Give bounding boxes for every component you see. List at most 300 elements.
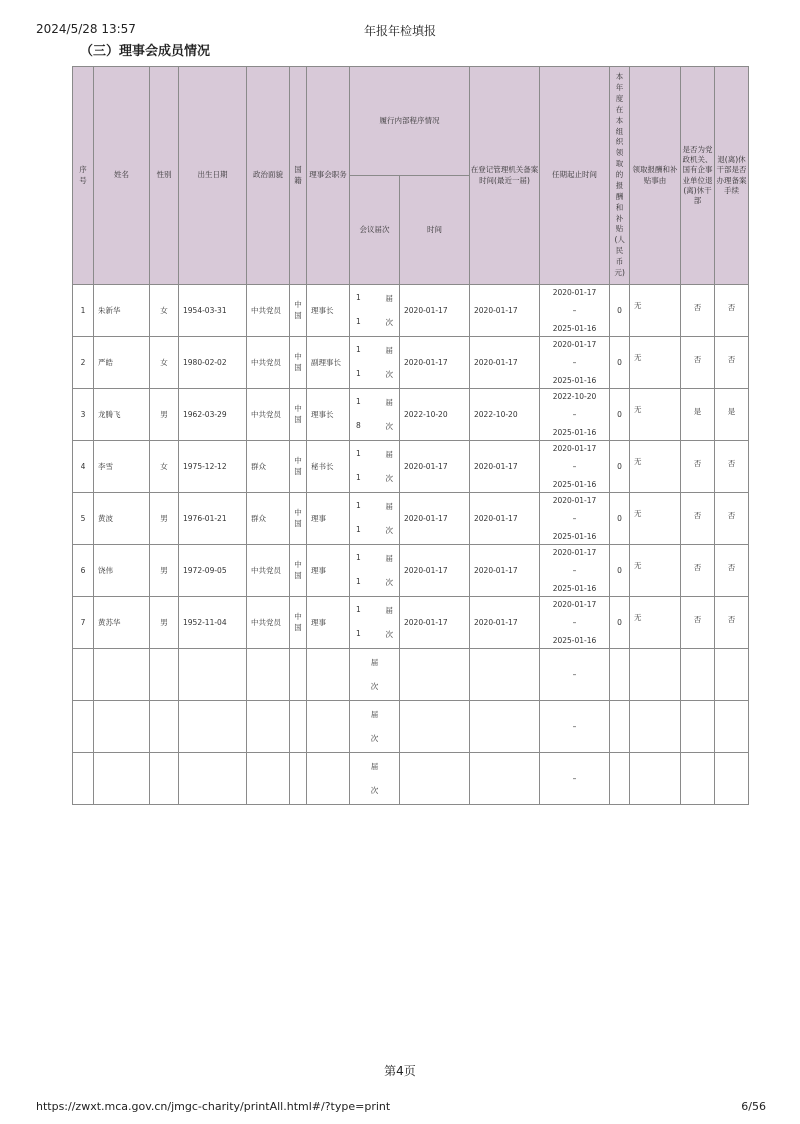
term-end: 2025-01-16 bbox=[552, 532, 597, 541]
session-number: 1 bbox=[356, 605, 361, 614]
header-session: 会议届次 bbox=[350, 176, 400, 285]
empty-row bbox=[73, 701, 749, 753]
term-start: 2020-01-17 bbox=[552, 496, 597, 505]
cell-session bbox=[350, 493, 400, 545]
cell-birth-date: 1972-09-05 bbox=[179, 545, 247, 597]
header-is-retired-cadre: 是否为党政机关、国有企事业单位退(离)休干部 bbox=[681, 67, 715, 285]
retire-filing-text: 否 bbox=[727, 355, 736, 364]
cell-pay-reason bbox=[630, 545, 681, 597]
empty-cell bbox=[307, 649, 350, 701]
cell-name: 黄苏华 bbox=[94, 597, 150, 649]
term-start: 2020-01-17 bbox=[552, 288, 597, 297]
empty-cell bbox=[540, 753, 610, 805]
header-board-position: 理事会职务 bbox=[307, 67, 350, 285]
session-unit: 届 bbox=[385, 606, 393, 615]
cell-time: 2022-10-20 bbox=[400, 389, 470, 441]
session-unit: 届 bbox=[385, 398, 393, 407]
table-row bbox=[73, 337, 749, 389]
cell-annual-pay: 0 bbox=[610, 597, 630, 649]
cell-nationality bbox=[290, 285, 307, 337]
cell-birth-date: 1952-11-04 bbox=[179, 597, 247, 649]
empty-cell bbox=[73, 701, 94, 753]
table-row bbox=[73, 389, 749, 441]
cell-name: 朱新华 bbox=[94, 285, 150, 337]
cell-nationality bbox=[290, 545, 307, 597]
empty-cell bbox=[470, 649, 540, 701]
retire-filing-text: 否 bbox=[727, 303, 736, 312]
cell-annual-pay: 0 bbox=[610, 389, 630, 441]
meeting-count: 1 bbox=[356, 473, 361, 482]
cell-gender: 男 bbox=[150, 493, 179, 545]
cell-filing-time: 2022-10-20 bbox=[470, 389, 540, 441]
cell-pay-reason bbox=[630, 389, 681, 441]
session-block bbox=[350, 703, 399, 751]
empty-cell bbox=[179, 701, 247, 753]
session-line bbox=[356, 449, 393, 460]
cell-pay-reason bbox=[630, 337, 681, 389]
term-dash: – bbox=[572, 774, 577, 783]
empty-cell bbox=[610, 649, 630, 701]
cell-term bbox=[540, 389, 610, 441]
retire-filing-text: 否 bbox=[727, 563, 736, 572]
empty-row bbox=[73, 753, 749, 805]
cell-position: 秘书长 bbox=[307, 441, 350, 493]
count-unit: 次 bbox=[385, 578, 393, 587]
header-pay-reason: 领取报酬和补贴事由 bbox=[630, 67, 681, 285]
meeting-count: 1 bbox=[356, 369, 361, 378]
empty-cell bbox=[94, 753, 150, 805]
meeting-count: 1 bbox=[356, 629, 361, 638]
cell-time: 2020-01-17 bbox=[400, 285, 470, 337]
empty-cell bbox=[681, 753, 715, 805]
empty-cell bbox=[290, 753, 307, 805]
session-number: 1 bbox=[356, 449, 361, 458]
session-block bbox=[350, 599, 399, 647]
cell-is-retired-cadre bbox=[681, 389, 715, 441]
table-row bbox=[73, 597, 749, 649]
cell-is-retired-cadre bbox=[681, 545, 715, 597]
is-retired-text: 否 bbox=[693, 459, 702, 468]
cell-political-status: 中共党员 bbox=[247, 337, 290, 389]
session-block bbox=[350, 547, 399, 595]
session-unit: 届 bbox=[370, 762, 379, 771]
term-block bbox=[540, 392, 609, 437]
meeting-count: 1 bbox=[356, 577, 361, 586]
cell-birth-date: 1962-03-29 bbox=[179, 389, 247, 441]
term-dash: – bbox=[572, 670, 577, 679]
cell-gender: 女 bbox=[150, 337, 179, 389]
empty-cell bbox=[681, 649, 715, 701]
cell-time: 2020-01-17 bbox=[400, 493, 470, 545]
session-unit: 届 bbox=[385, 294, 393, 303]
term-block bbox=[540, 288, 609, 333]
nationality-text: 中国 bbox=[294, 403, 302, 424]
cell-name: 严皓 bbox=[94, 337, 150, 389]
empty-cell bbox=[94, 701, 150, 753]
empty-cell bbox=[350, 649, 400, 701]
session-line bbox=[356, 501, 393, 512]
cell-pay-reason bbox=[630, 493, 681, 545]
cell-gender: 女 bbox=[150, 285, 179, 337]
cell-term bbox=[540, 493, 610, 545]
cell-pay-reason bbox=[630, 597, 681, 649]
page-number: 第4页 bbox=[384, 1064, 416, 1078]
count-unit: 次 bbox=[385, 630, 393, 639]
cell-retire-filing bbox=[715, 389, 749, 441]
cell-nationality bbox=[290, 441, 307, 493]
empty-cell bbox=[470, 753, 540, 805]
cell-birth-date: 1954-03-31 bbox=[179, 285, 247, 337]
cell-term bbox=[540, 285, 610, 337]
cell-position: 理事 bbox=[307, 493, 350, 545]
cell-session bbox=[350, 545, 400, 597]
session-unit: 届 bbox=[385, 554, 393, 563]
cell-session bbox=[350, 597, 400, 649]
empty-cell bbox=[350, 753, 400, 805]
cell-seq: 3 bbox=[73, 389, 94, 441]
meeting-count: 1 bbox=[356, 317, 361, 326]
header-retire-filing: 退(离)休干部是否办理备案手续 bbox=[715, 67, 749, 285]
cell-political-status: 中共党员 bbox=[247, 285, 290, 337]
empty-cell bbox=[630, 701, 681, 753]
empty-cell bbox=[73, 753, 94, 805]
count-unit: 次 bbox=[370, 786, 379, 795]
header-term: 任期起止时间 bbox=[540, 67, 610, 285]
is-retired-text: 是 bbox=[693, 407, 702, 416]
cell-position: 理事 bbox=[307, 597, 350, 649]
empty-cell bbox=[400, 753, 470, 805]
empty-cell bbox=[73, 649, 94, 701]
empty-cell bbox=[400, 649, 470, 701]
nationality-text: 中国 bbox=[294, 559, 302, 580]
session-unit: 届 bbox=[385, 450, 393, 459]
cell-time: 2020-01-17 bbox=[400, 337, 470, 389]
pay-reason-text: 无 bbox=[634, 301, 642, 310]
header-filing-time: 在登记管理机关备案时间(最近一届) bbox=[470, 67, 540, 285]
session-unit: 届 bbox=[370, 658, 379, 667]
empty-cell bbox=[150, 753, 179, 805]
retire-filing-text: 是 bbox=[727, 407, 736, 416]
cell-term bbox=[540, 597, 610, 649]
header-seq: 序号 bbox=[73, 67, 94, 285]
empty-cell bbox=[150, 649, 179, 701]
header-time: 时间 bbox=[400, 176, 470, 285]
pay-reason-text: 无 bbox=[634, 613, 642, 622]
cell-filing-time: 2020-01-17 bbox=[470, 545, 540, 597]
cell-term bbox=[540, 337, 610, 389]
board-members-table bbox=[72, 66, 749, 805]
session-block bbox=[350, 287, 399, 335]
term-dash: – bbox=[572, 722, 577, 731]
term-end: 2025-01-16 bbox=[552, 480, 597, 489]
cell-birth-date: 1976-01-21 bbox=[179, 493, 247, 545]
nationality-text: 中国 bbox=[294, 351, 302, 372]
cell-time: 2020-01-17 bbox=[400, 545, 470, 597]
cell-retire-filing bbox=[715, 545, 749, 597]
empty-cell bbox=[307, 701, 350, 753]
term-end: 2025-01-16 bbox=[552, 324, 597, 333]
cell-political-status: 中共党员 bbox=[247, 597, 290, 649]
term-end: 2025-01-16 bbox=[552, 584, 597, 593]
term-start: 2022-10-20 bbox=[552, 392, 597, 401]
count-unit: 次 bbox=[385, 474, 393, 483]
empty-cell bbox=[307, 753, 350, 805]
count-unit: 次 bbox=[370, 682, 379, 691]
cell-nationality bbox=[290, 389, 307, 441]
cell-annual-pay: 0 bbox=[610, 441, 630, 493]
header-internal-procedure: 履行内部程序情况 bbox=[350, 67, 470, 176]
cell-session bbox=[350, 389, 400, 441]
cell-retire-filing bbox=[715, 441, 749, 493]
term-block bbox=[540, 548, 609, 593]
meeting-count: 8 bbox=[356, 421, 361, 430]
term-start: 2020-01-17 bbox=[552, 600, 597, 609]
cell-filing-time: 2020-01-17 bbox=[470, 441, 540, 493]
cell-gender: 男 bbox=[150, 545, 179, 597]
empty-cell bbox=[290, 649, 307, 701]
page-count: 6/56 bbox=[741, 1100, 766, 1113]
session-block bbox=[350, 339, 399, 387]
cell-session bbox=[350, 337, 400, 389]
cell-nationality bbox=[290, 337, 307, 389]
cell-term bbox=[540, 545, 610, 597]
nationality-text: 中国 bbox=[294, 455, 302, 476]
cell-position: 理事长 bbox=[307, 285, 350, 337]
session-number: 1 bbox=[356, 553, 361, 562]
session-block bbox=[350, 495, 399, 543]
cell-name: 李雪 bbox=[94, 441, 150, 493]
term-dash: – bbox=[572, 462, 577, 471]
session-block bbox=[350, 391, 399, 439]
header-gender: 性别 bbox=[150, 67, 179, 285]
cell-seq: 7 bbox=[73, 597, 94, 649]
cell-political-status: 中共党员 bbox=[247, 389, 290, 441]
empty-cell bbox=[540, 649, 610, 701]
is-retired-text: 否 bbox=[693, 615, 702, 624]
cell-pay-reason bbox=[630, 441, 681, 493]
term-end: 2025-01-16 bbox=[552, 376, 597, 385]
empty-cell bbox=[290, 701, 307, 753]
cell-session bbox=[350, 441, 400, 493]
cell-is-retired-cadre bbox=[681, 285, 715, 337]
empty-cell bbox=[94, 649, 150, 701]
section-title: （三）理事会成员情况 bbox=[80, 44, 211, 59]
cell-is-retired-cadre bbox=[681, 337, 715, 389]
empty-cell bbox=[681, 701, 715, 753]
term-dash: – bbox=[572, 306, 577, 315]
session-number: 1 bbox=[356, 345, 361, 354]
empty-cell bbox=[350, 701, 400, 753]
cell-gender: 男 bbox=[150, 597, 179, 649]
is-retired-text: 否 bbox=[693, 303, 702, 312]
session-unit: 届 bbox=[385, 346, 393, 355]
retire-filing-text: 否 bbox=[727, 511, 736, 520]
pay-reason-text: 无 bbox=[634, 509, 642, 518]
nationality-text: 中国 bbox=[294, 507, 302, 528]
cell-political-status: 群众 bbox=[247, 441, 290, 493]
header-nationality: 国籍 bbox=[290, 67, 307, 285]
term-block bbox=[540, 600, 609, 645]
empty-row bbox=[73, 649, 749, 701]
page-header-title: 年报年检填报 bbox=[363, 24, 436, 38]
session-unit: 届 bbox=[370, 710, 379, 719]
cell-seq: 1 bbox=[73, 285, 94, 337]
cell-name: 黄波 bbox=[94, 493, 150, 545]
retire-filing-text: 否 bbox=[727, 459, 736, 468]
empty-cell bbox=[540, 701, 610, 753]
cell-annual-pay: 0 bbox=[610, 545, 630, 597]
is-retired-text: 否 bbox=[693, 355, 702, 364]
empty-cell bbox=[715, 701, 749, 753]
cell-annual-pay: 0 bbox=[610, 285, 630, 337]
cell-position: 理事 bbox=[307, 545, 350, 597]
cell-term bbox=[540, 441, 610, 493]
cell-time: 2020-01-17 bbox=[400, 441, 470, 493]
session-line bbox=[356, 553, 393, 564]
term-end: 2025-01-16 bbox=[552, 636, 597, 645]
cell-birth-date: 1980-02-02 bbox=[179, 337, 247, 389]
session-unit: 届 bbox=[385, 502, 393, 511]
cell-pay-reason bbox=[630, 285, 681, 337]
count-line bbox=[356, 421, 393, 432]
header-annual-pay: 本年度在本组织领取的报酬和补贴(人民币元) bbox=[610, 67, 630, 285]
count-line bbox=[356, 369, 393, 380]
cell-is-retired-cadre bbox=[681, 493, 715, 545]
cell-birth-date: 1975-12-12 bbox=[179, 441, 247, 493]
cell-filing-time: 2020-01-17 bbox=[470, 493, 540, 545]
cell-retire-filing bbox=[715, 493, 749, 545]
session-number: 1 bbox=[356, 397, 361, 406]
empty-cell bbox=[715, 649, 749, 701]
empty-cell bbox=[247, 701, 290, 753]
table-row bbox=[73, 493, 749, 545]
cell-retire-filing bbox=[715, 337, 749, 389]
count-line bbox=[356, 317, 393, 328]
cell-position: 副理事长 bbox=[307, 337, 350, 389]
cell-gender: 男 bbox=[150, 389, 179, 441]
cell-seq: 4 bbox=[73, 441, 94, 493]
cell-political-status: 中共党员 bbox=[247, 545, 290, 597]
empty-cell bbox=[610, 753, 630, 805]
session-block bbox=[350, 443, 399, 491]
term-dash: – bbox=[572, 566, 577, 575]
cell-annual-pay: 0 bbox=[610, 337, 630, 389]
empty-cell bbox=[247, 753, 290, 805]
term-start: 2020-01-17 bbox=[552, 340, 597, 349]
cell-name: 饶伟 bbox=[94, 545, 150, 597]
cell-name: 龙腾飞 bbox=[94, 389, 150, 441]
cell-filing-time: 2020-01-17 bbox=[470, 337, 540, 389]
term-dash: – bbox=[572, 410, 577, 419]
empty-cell bbox=[630, 753, 681, 805]
count-unit: 次 bbox=[385, 318, 393, 327]
cell-filing-time: 2020-01-17 bbox=[470, 597, 540, 649]
table-row bbox=[73, 545, 749, 597]
page-url: https://zwxt.mca.gov.cn/jmgc-charity/printAll.html#/?type=print bbox=[36, 1100, 391, 1113]
is-retired-text: 否 bbox=[693, 511, 702, 520]
session-number: 1 bbox=[356, 293, 361, 302]
nationality-text: 中国 bbox=[294, 299, 302, 320]
empty-cell bbox=[715, 753, 749, 805]
term-dash: – bbox=[572, 358, 577, 367]
empty-cell bbox=[247, 649, 290, 701]
meeting-count: 1 bbox=[356, 525, 361, 534]
count-line bbox=[356, 525, 393, 536]
cell-seq: 6 bbox=[73, 545, 94, 597]
empty-cell bbox=[400, 701, 470, 753]
term-start: 2020-01-17 bbox=[552, 444, 597, 453]
empty-cell bbox=[630, 649, 681, 701]
term-block bbox=[540, 340, 609, 385]
header-name: 姓名 bbox=[94, 67, 150, 285]
term-dash: – bbox=[572, 514, 577, 523]
cell-political-status: 群众 bbox=[247, 493, 290, 545]
count-unit: 次 bbox=[385, 370, 393, 379]
term-start: 2020-01-17 bbox=[552, 548, 597, 557]
session-number: 1 bbox=[356, 501, 361, 510]
pay-reason-text: 无 bbox=[634, 353, 642, 362]
cell-retire-filing bbox=[715, 285, 749, 337]
cell-retire-filing bbox=[715, 597, 749, 649]
header-birth-date: 出生日期 bbox=[179, 67, 247, 285]
cell-is-retired-cadre bbox=[681, 441, 715, 493]
count-line bbox=[356, 629, 393, 640]
cell-time: 2020-01-17 bbox=[400, 597, 470, 649]
term-end: 2025-01-16 bbox=[552, 428, 597, 437]
session-line bbox=[356, 605, 393, 616]
session-line bbox=[356, 345, 393, 356]
cell-seq: 2 bbox=[73, 337, 94, 389]
cell-is-retired-cadre bbox=[681, 597, 715, 649]
term-block bbox=[540, 496, 609, 541]
cell-annual-pay: 0 bbox=[610, 493, 630, 545]
cell-position: 理事长 bbox=[307, 389, 350, 441]
cell-gender: 女 bbox=[150, 441, 179, 493]
pay-reason-text: 无 bbox=[634, 561, 642, 570]
term-block bbox=[540, 444, 609, 489]
is-retired-text: 否 bbox=[693, 563, 702, 572]
pay-reason-text: 无 bbox=[634, 457, 642, 466]
cell-nationality bbox=[290, 597, 307, 649]
empty-cell bbox=[470, 701, 540, 753]
session-line bbox=[356, 397, 393, 408]
session-block bbox=[350, 755, 399, 803]
count-unit: 次 bbox=[385, 526, 393, 535]
term-dash: – bbox=[572, 618, 577, 627]
table-row bbox=[73, 285, 749, 337]
cell-seq: 5 bbox=[73, 493, 94, 545]
nationality-text: 中国 bbox=[294, 611, 302, 632]
header-political-status: 政治面貌 bbox=[247, 67, 290, 285]
cell-nationality bbox=[290, 493, 307, 545]
retire-filing-text: 否 bbox=[727, 615, 736, 624]
count-unit: 次 bbox=[370, 734, 379, 743]
session-block bbox=[350, 651, 399, 699]
pay-reason-text: 无 bbox=[634, 405, 642, 414]
cell-filing-time: 2020-01-17 bbox=[470, 285, 540, 337]
count-unit: 次 bbox=[385, 422, 393, 431]
empty-cell bbox=[179, 753, 247, 805]
empty-cell bbox=[150, 701, 179, 753]
session-line bbox=[356, 293, 393, 304]
empty-cell bbox=[610, 701, 630, 753]
count-line bbox=[356, 577, 393, 588]
empty-cell bbox=[179, 649, 247, 701]
print-datetime: 2024/5/28 13:57 bbox=[36, 22, 136, 36]
count-line bbox=[356, 473, 393, 484]
table-row bbox=[73, 441, 749, 493]
cell-session bbox=[350, 285, 400, 337]
